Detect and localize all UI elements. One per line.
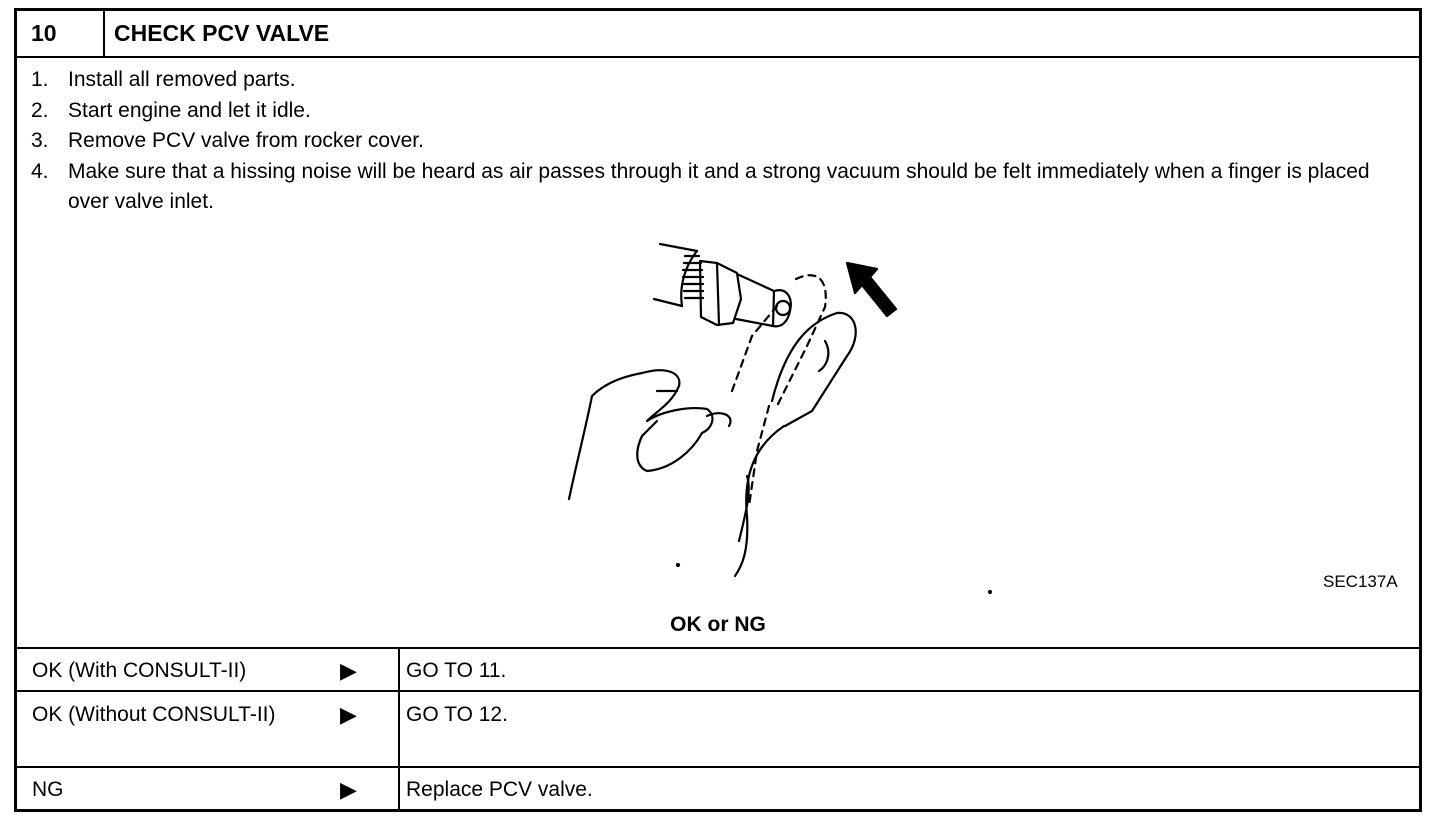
instruction-item xyxy=(31,126,1411,157)
instruction-text: Install all removed parts. xyxy=(68,68,296,91)
column-divider xyxy=(398,649,400,690)
instruction-number: 2. xyxy=(31,98,49,122)
arrow-right-icon: ▶ xyxy=(340,777,357,802)
instruction-text: Remove PCV valve from rocker cover. xyxy=(68,129,424,152)
instruction-text: Start engine and let it idle. xyxy=(68,98,311,122)
instruction-number: 3. xyxy=(31,129,49,152)
result-action: GO TO 12. xyxy=(406,703,508,726)
results-table xyxy=(17,647,1419,810)
arrow-right-icon: ▶ xyxy=(340,658,357,683)
instruction-text: Make sure that a hissing noise will be heard as air passes through it and a strong vacuum should be felt immediately when a finger is placed over valve inlet. xyxy=(68,159,1370,213)
result-condition: OK (Without CONSULT-II) xyxy=(32,703,276,726)
result-action: GO TO 11. xyxy=(406,659,507,682)
result-condition: NG xyxy=(32,778,64,801)
result-row xyxy=(17,690,1419,766)
instruction-number: 1. xyxy=(31,68,49,91)
procedure-box xyxy=(14,8,1422,812)
column-divider xyxy=(398,692,400,766)
instruction-item xyxy=(31,96,1411,127)
instruction-number: 4. xyxy=(31,159,49,183)
instruction-item xyxy=(31,65,1411,96)
column-divider xyxy=(398,768,400,810)
result-row xyxy=(17,647,1419,690)
step-title: CHECK PCV VALVE xyxy=(114,20,330,46)
instruction-list xyxy=(31,65,1411,218)
result-row xyxy=(17,766,1419,810)
ok-or-ng-label: OK or NG xyxy=(670,613,766,636)
arrow-right-icon: ▶ xyxy=(340,702,357,727)
result-condition: OK (With CONSULT-II) xyxy=(32,659,247,682)
instruction-item xyxy=(31,157,1411,218)
figure-code: SEC137A xyxy=(1323,572,1398,591)
step-number: 10 xyxy=(17,11,105,56)
result-action: Replace PCV valve. xyxy=(406,778,593,801)
step-header xyxy=(17,11,1419,58)
